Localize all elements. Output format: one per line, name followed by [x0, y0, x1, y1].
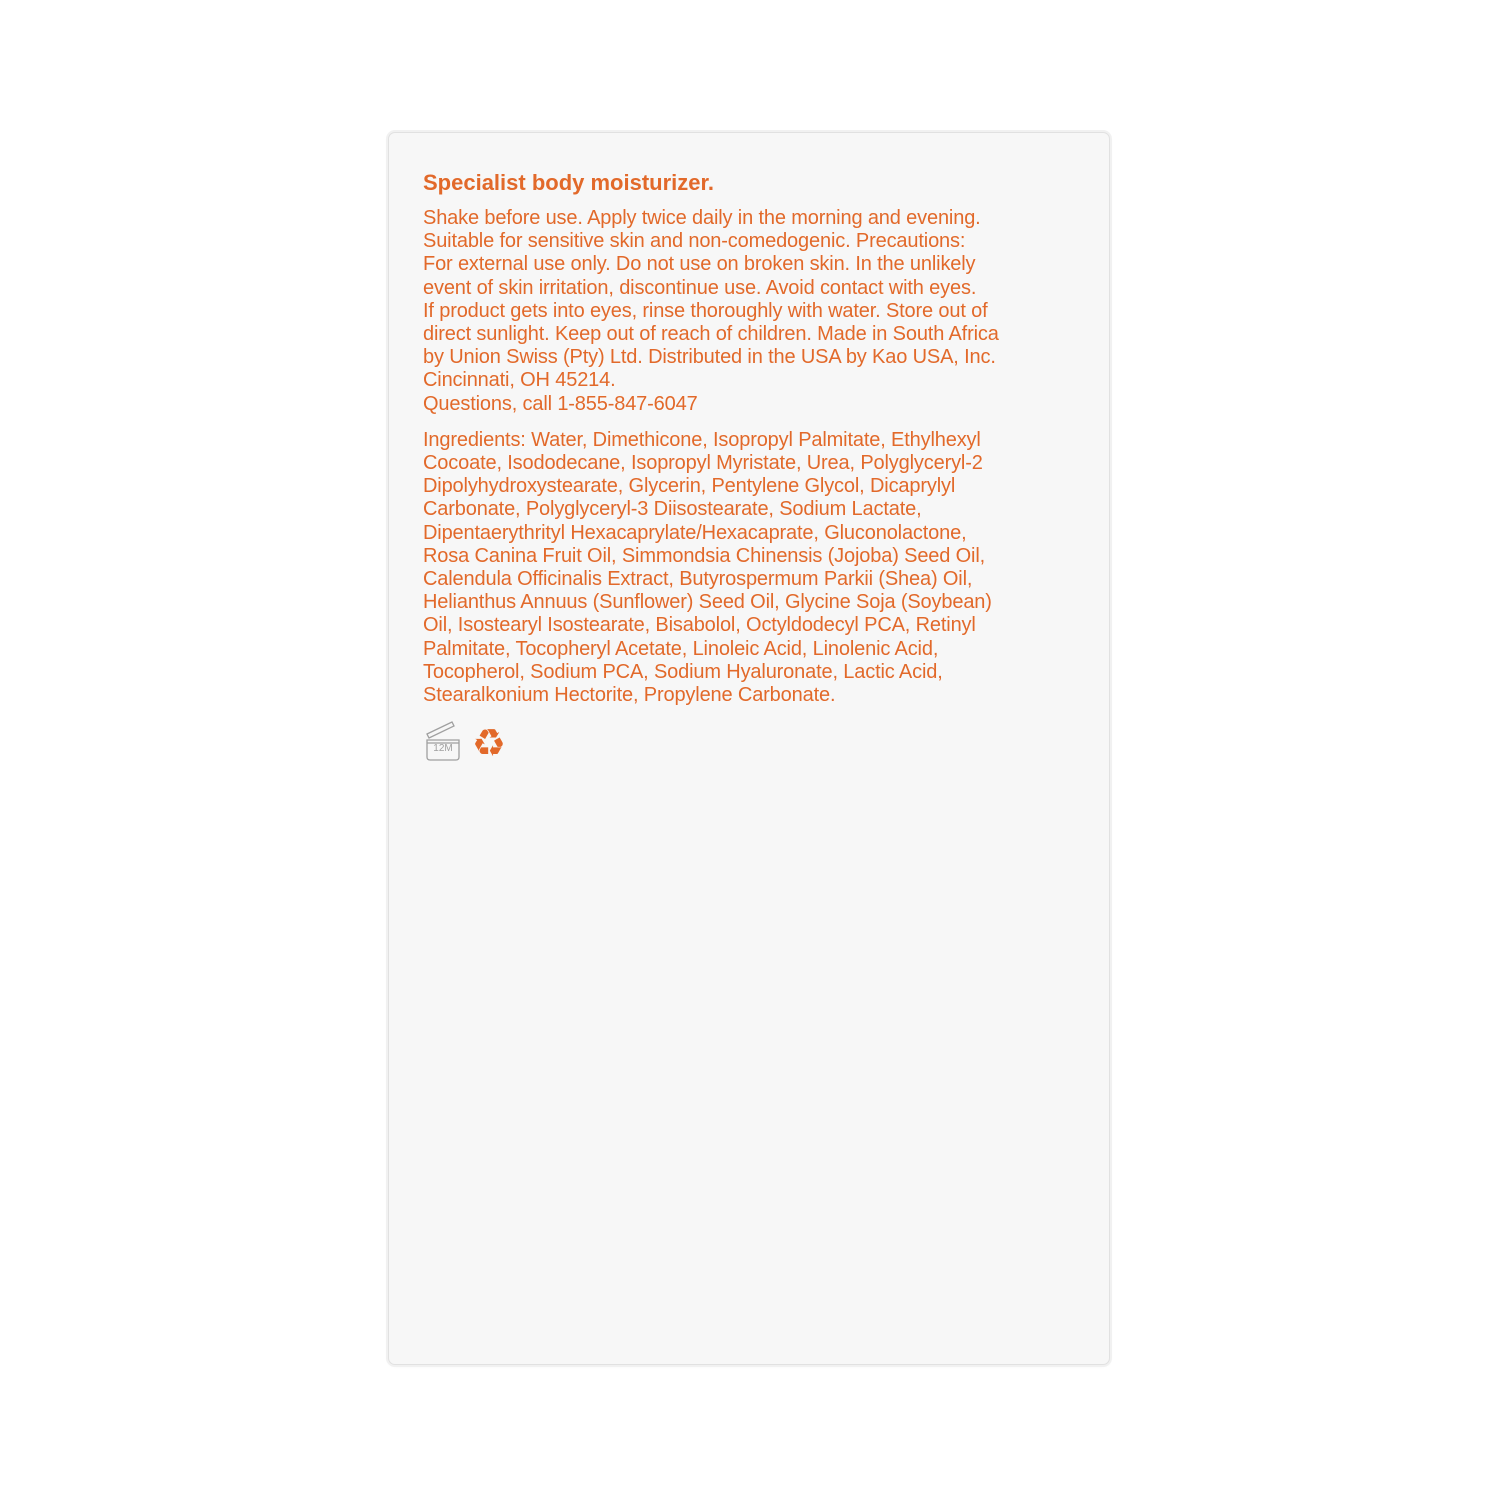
paragraph-spacer — [423, 416, 1083, 429]
recycle-icon: ♻ — [472, 721, 507, 766]
product-headline: Specialist body moisturizer. — [423, 170, 714, 195]
ingredients-line: Carbonate, Polyglyceryl-3 Diisostearate, Sodium Lactate, — [423, 498, 922, 521]
ingredients-line: Ingredients: Water, Dimethicone, Isopropyl Palmitate, Ethylhexyl — [423, 428, 981, 451]
directions-line: event of skin irritation, discontinue use. Avoid contact with eyes. — [423, 276, 977, 299]
ingredients-line: Palmitate, Tocopheryl Acetate, Linoleic Acid, Linolenic Acid, — [423, 637, 939, 660]
directions-line: Shake before use. Apply twice daily in the morning and evening. — [423, 207, 981, 229]
ingredients-line: Oil, Isostearyl Isostearate, Bisabolol, Octyldodecyl PCA, Retinyl — [423, 614, 976, 637]
open-jar-icon — [423, 719, 463, 763]
directions-line: Suitable for sensitive skin and non-comedogenic. Precautions: — [423, 230, 966, 253]
ingredients-line: Tocopherol, Sodium PCA, Sodium Hyaluronate, Lactic Acid, — [423, 660, 943, 683]
symbol-row — [423, 719, 1083, 766]
label-text-block — [423, 169, 1083, 766]
ingredients-line: Rosa Canina Fruit Oil, Simmondsia Chinensis (Jojoba) Seed Oil, — [423, 544, 986, 567]
directions-line: direct sunlight. Keep out of reach of children. Made in South Africa — [423, 323, 999, 346]
directions-paragraph — [423, 207, 1083, 416]
directions-line: If product gets into eyes, rinse thoroughly with water. Store out of — [423, 299, 988, 322]
directions-line: Questions, call 1-855-847-6047 — [423, 392, 698, 415]
pao-label: 12M — [433, 743, 453, 755]
directions-line: by Union Swiss (Pty) Ltd. Distributed in the USA by Kao USA, Inc. — [423, 346, 996, 369]
ingredients-line: Cocoate, Isododecane, Isopropyl Myristate, Urea, Polyglyceryl-2 — [423, 452, 983, 475]
ingredients-line: Calendula Officinalis Extract, Butyrospermum Parkii (Shea) Oil, — [423, 568, 973, 591]
directions-line: Cincinnati, OH 45214. — [423, 369, 616, 392]
ingredients-line: Helianthus Annuus (Sunflower) Seed Oil, Glycine Soja (Soybean) — [423, 591, 992, 614]
ingredients-line: Stearalkonium Hectorite, Propylene Carbonate. — [423, 684, 836, 707]
ingredients-line: Dipolyhydroxystearate, Glycerin, Pentylene Glycol, Dicaprylyl — [423, 475, 956, 498]
directions-line: For external use only. Do not use on broken skin. In the unlikely — [423, 253, 976, 276]
ingredients-paragraph — [423, 429, 1083, 707]
ingredients-line: Dipentaerythrityl Hexacaprylate/Hexacaprate, Gluconolactone, — [423, 521, 967, 544]
